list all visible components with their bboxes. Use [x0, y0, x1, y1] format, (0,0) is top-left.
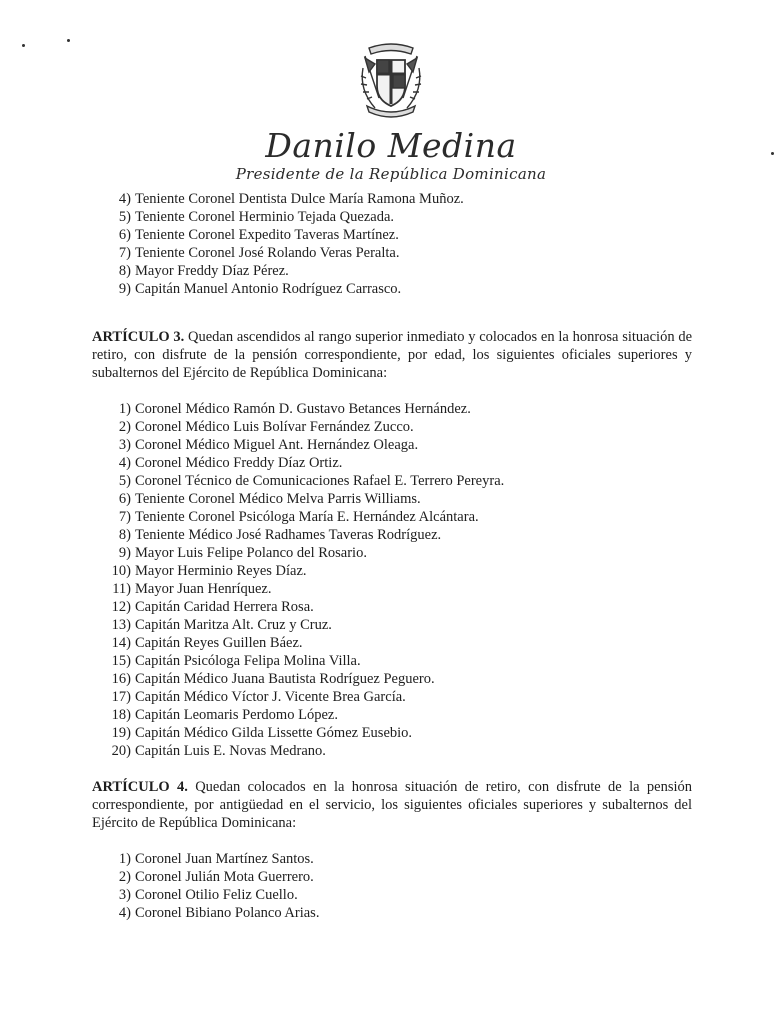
- list-item: 19) Capitán Médico Gilda Lissette Gómez Eusebio.: [111, 725, 413, 741]
- continued-list: [92, 190, 692, 298]
- article-3-heading: ARTÍCULO 3.: [92, 329, 185, 345]
- list-item: 6) Teniente Coronel Médico Melva Parris Williams.: [118, 491, 421, 507]
- letterhead: [0, 38, 782, 184]
- article-4-heading: ARTÍCULO 4.: [92, 779, 188, 795]
- list-item: 20) Capitán Luis E. Novas Medrano.: [111, 743, 326, 759]
- article-4-list: [92, 850, 692, 922]
- list-item: 4) Coronel Bibiano Polanco Arias.: [118, 905, 320, 921]
- article-3-paragraph: [92, 328, 692, 382]
- list-item: 8) Mayor Freddy Díaz Pérez.: [118, 263, 289, 279]
- list-item: 12) Capitán Caridad Herrera Rosa.: [111, 599, 314, 615]
- list-item: 2) Coronel Julián Mota Guerrero.: [118, 869, 314, 885]
- list-item: 1) Coronel Médico Ramón D. Gustavo Betances Hernández.: [118, 401, 471, 417]
- article-4-text: Quedan colocados en la honrosa situación de retiro, con disfrute de la pensión correspondiente, por antigüedad en el servicio, los siguientes oficiales superiores y subalternos del Ejército de República Dominicana:: [92, 779, 692, 831]
- list-item: 1) Coronel Juan Martínez Santos.: [118, 851, 314, 867]
- list-item: 5) Teniente Coronel Herminio Tejada Quezada.: [118, 209, 395, 225]
- president-title: Presidente de la República Dominicana: [235, 165, 547, 183]
- article-3-list: [92, 400, 692, 760]
- list-item: 13) Capitán Maritza Alt. Cruz y Cruz.: [111, 617, 332, 633]
- list-item: 10) Mayor Herminio Reyes Díaz.: [111, 563, 307, 579]
- list-item: 17) Capitán Médico Víctor J. Vicente Brea García.: [111, 689, 406, 705]
- president-name: Danilo Medina: [265, 126, 517, 165]
- list-item: 9) Capitán Manuel Antonio Rodríguez Carrasco.: [118, 281, 402, 297]
- list-item: 15) Capitán Psicóloga Felipa Molina Villa.: [111, 653, 361, 669]
- list-item: 11) Mayor Juan Henríquez.: [112, 581, 272, 597]
- coat-of-arms-seal-icon: [353, 38, 429, 122]
- article-4-paragraph: [92, 778, 692, 832]
- list-item: 14) Capitán Reyes Guillen Báez.: [111, 635, 303, 651]
- list-item: 4) Coronel Médico Freddy Díaz Ortiz.: [118, 455, 343, 471]
- list-item: 2) Coronel Médico Luis Bolívar Fernández Zucco.: [118, 419, 414, 435]
- document-body: [92, 190, 692, 922]
- list-item: 3) Coronel Médico Miguel Ant. Hernández Oleaga.: [118, 437, 419, 453]
- list-item: 4) Teniente Coronel Dentista Dulce María Ramona Muñoz.: [118, 191, 464, 207]
- list-item: 6) Teniente Coronel Expedito Taveras Martínez.: [118, 227, 399, 243]
- list-item: 7) Teniente Coronel José Rolando Veras Peralta.: [118, 245, 400, 261]
- list-item: 3) Coronel Otilio Feliz Cuello.: [118, 887, 298, 903]
- list-item: 5) Coronel Técnico de Comunicaciones Rafael E. Terrero Pereyra.: [118, 473, 505, 489]
- list-item: 18) Capitán Leomaris Perdomo López.: [111, 707, 338, 723]
- list-item: 8) Teniente Médico José Radhames Taveras Rodríguez.: [118, 527, 442, 543]
- article-3-text: Quedan ascendidos al rango superior inmediato y colocados en la honrosa situación de retiro, con disfrute de la pensión correspondiente, por edad, los siguientes oficiales superiores y subalternos del Ejército de República Dominicana:: [92, 329, 693, 381]
- list-item: 16) Capitán Médico Juana Bautista Rodríguez Peguero.: [111, 671, 435, 687]
- list-item: 7) Teniente Coronel Psicóloga María E. Hernández Alcántara.: [118, 509, 479, 525]
- list-item: 9) Mayor Luis Felipe Polanco del Rosario.: [118, 545, 367, 561]
